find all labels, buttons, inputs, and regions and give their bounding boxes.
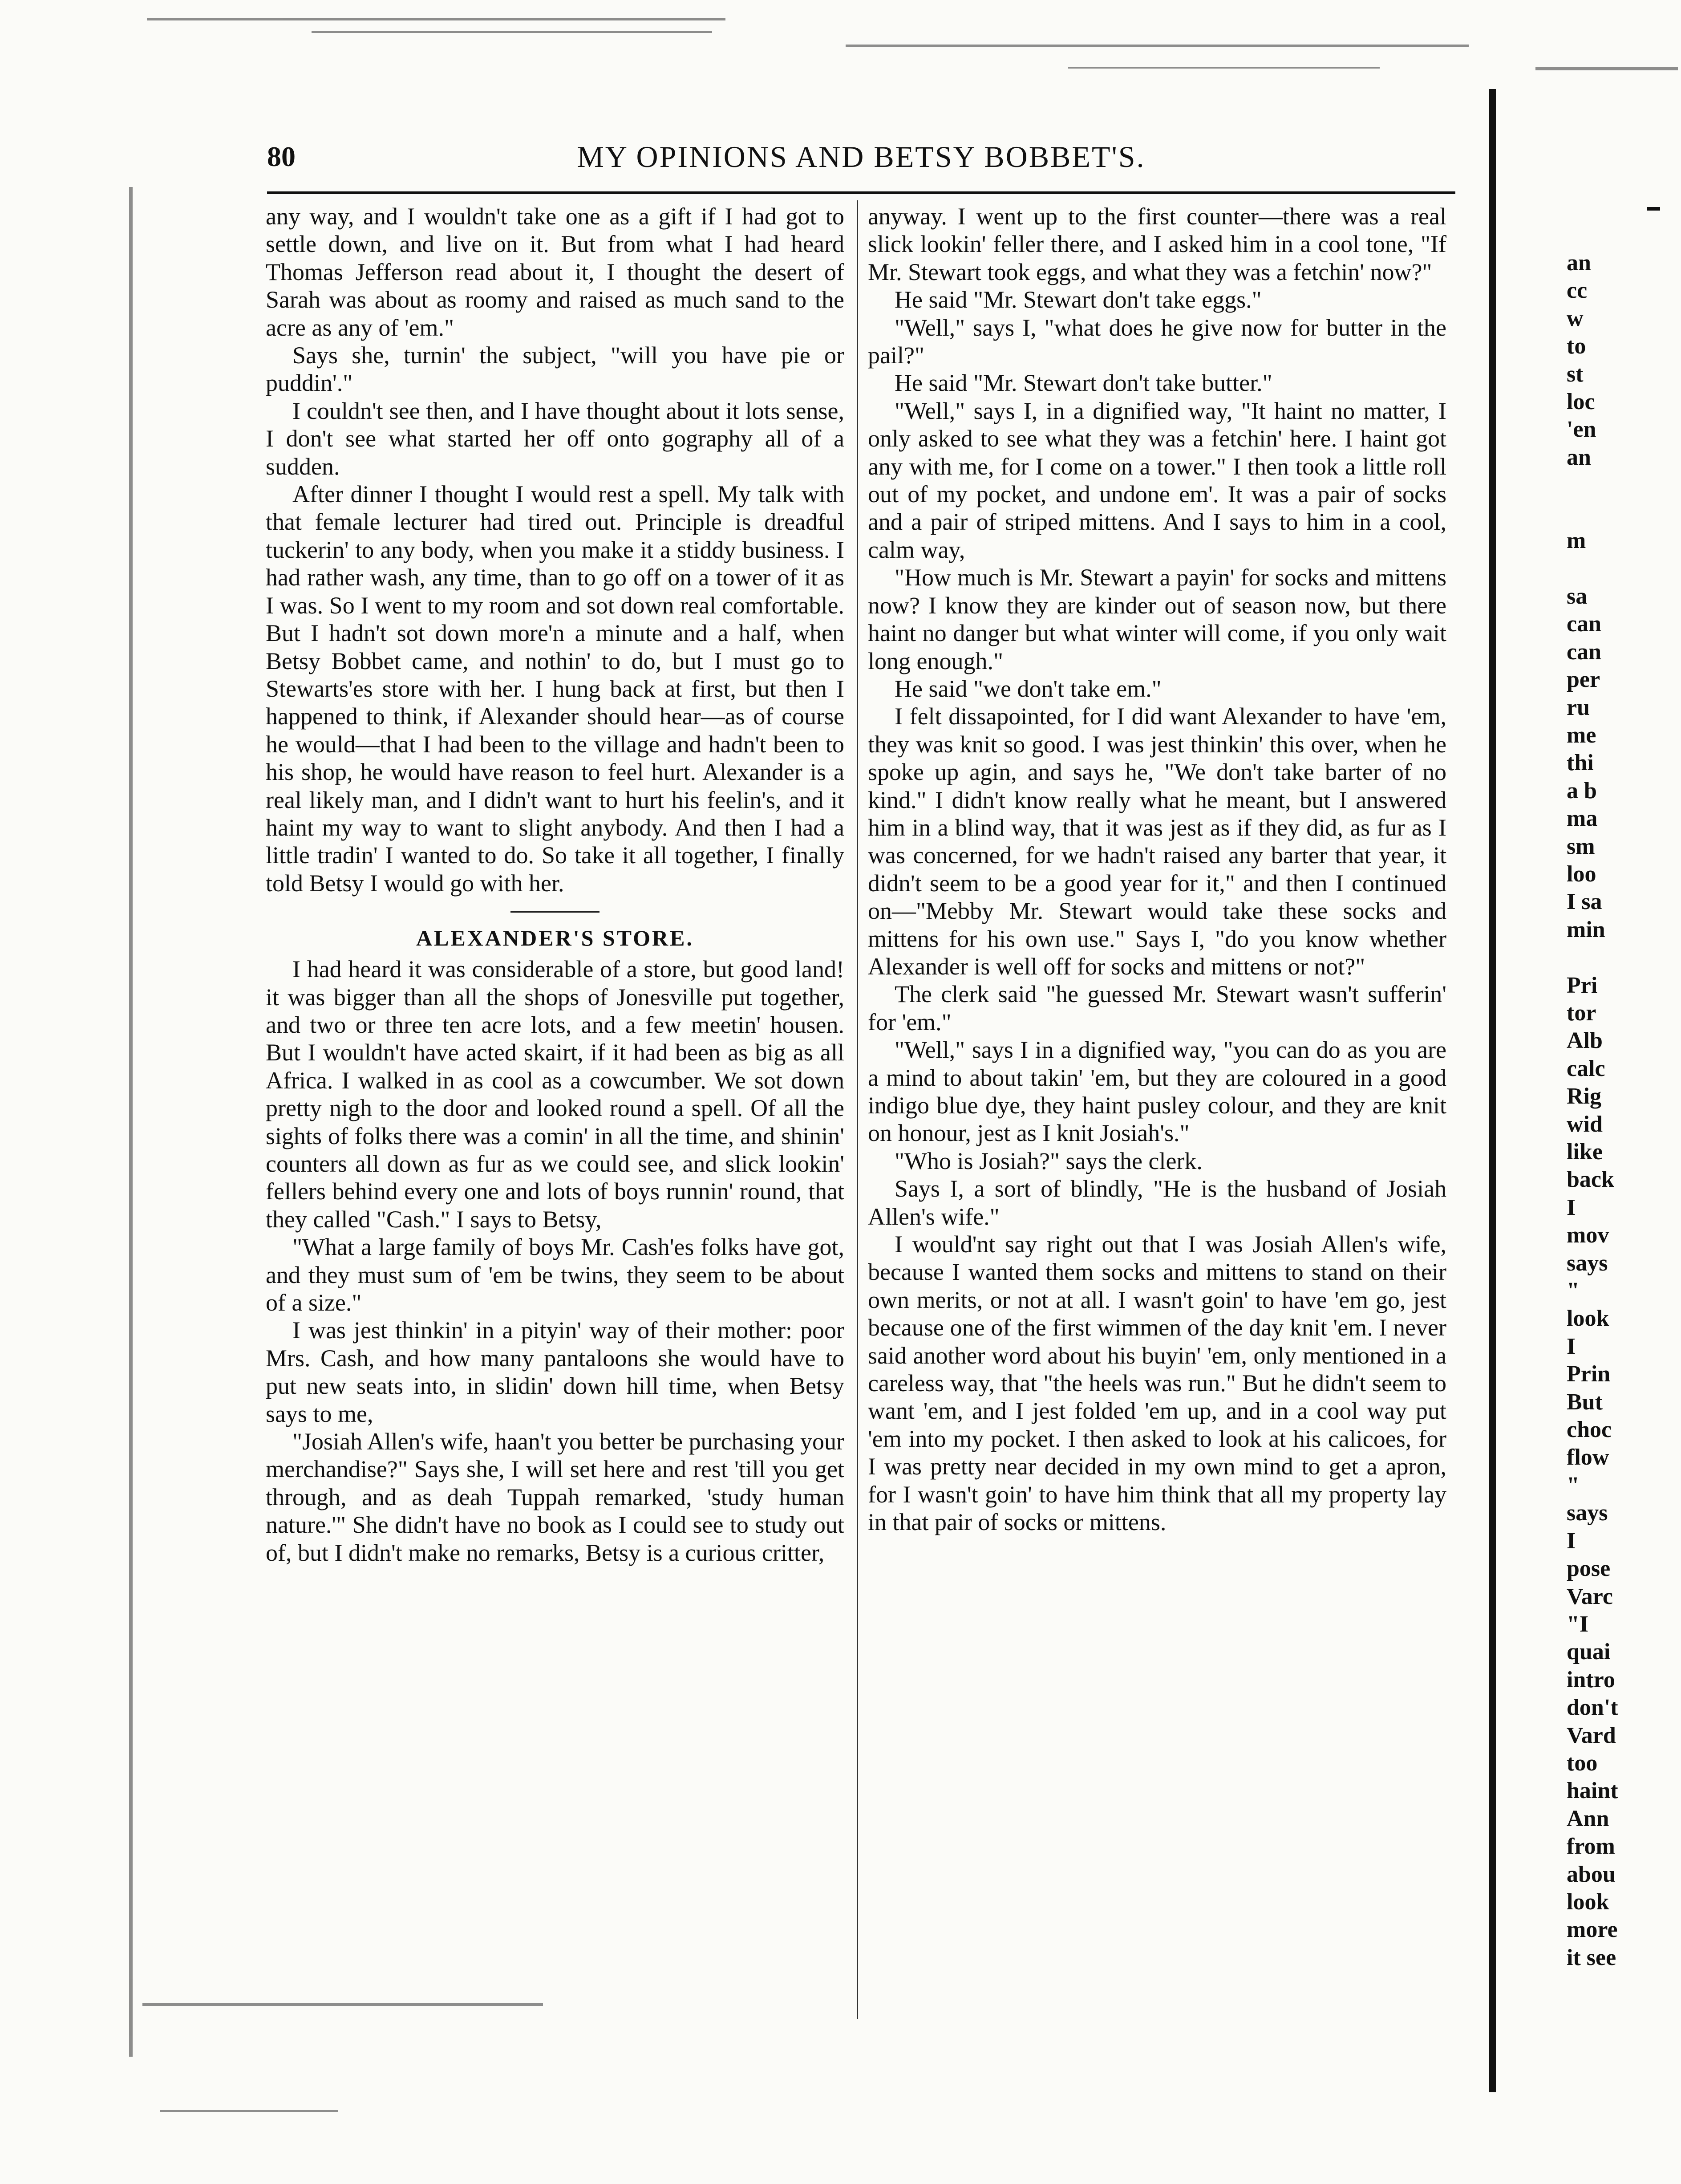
paragraph: He said "Mr. Stewart don't take butter." — [895, 369, 1272, 397]
paragraph: The clerk said "he guessed Mr. Stewart wasn't sufferin' for 'em." — [868, 981, 1446, 1035]
paragraph: I couldn't see then, and I have thought about it lots sense, I don't see what started her off onto gography all of a sudden. — [266, 397, 844, 480]
paragraph: After dinner I thought I would rest a spell. My talk with that female lecturer had tired out. Principle is dreadful tuckerin' to any body, when you make it a stiddy business. I had rather wash, any time, than to go off on a tower of it as I was. So I went to my room and sot down real comfortable. But I hadn't sot down more'n a minute and a half, when Betsy Bobbet came, and nothin' to do, but I must go to Stewarts'es store with her. I hung back at first, but then I happened to think, if Alexander should hear—as of course he would—that I had been to the village and hadn't been to his shop, he would have reason to feel hurt. Alexander is a real likely man, and I didn't want to hurt his feelin's, and it haint my way to want to slight anybody. And then I had a little tradin' I wanted to do. So take it all together, I finally told Betsy I would go with her. — [266, 481, 844, 897]
section-heading: ALEXANDER'S STORE. — [416, 926, 694, 951]
paragraph: any way, and I wouldn't take one as a gift if I had got to settle down, and live on it. But from what I had heard Thomas Jefferson read about it, I thought the desert of Sarah was about as roomy and raised as much sand to the acre as any of 'em." — [266, 203, 844, 341]
paragraph: "Well," says I in a dignified way, "you can do as you are a mind to about takin' 'em, but they are coloured in a good indigo blue dye, they haint pusley colour, and they are knit on honour, jest as I knit Josiah's." — [868, 1036, 1446, 1147]
right-column — [868, 203, 1446, 1536]
running-head — [267, 136, 1455, 185]
paragraph: "Josiah Allen's wife, haan't you better be purchasing your merchandise?" Says she, I will set here and rest 'till you get through, and as deah Tuppah remarked, 'study human nature.'" She didn't have no book as I could see to study out of, but I didn't make no remarks, Betsy is a curious critter, — [266, 1428, 844, 1566]
page-title: MY OPINIONS AND BETSY BOBBET'S. — [577, 140, 1146, 174]
paragraph: anyway. I went up to the first counter—there was a real slick lookin' feller there, and I asked him in a cool tone, "If Mr. Stewart took eggs, and what they was a fetchin' now?" — [868, 203, 1446, 285]
section-divider — [510, 911, 599, 913]
paragraph: "What a large family of boys Mr. Cash'es folks have got, and they must sum of 'em be twins, they seem to be about of a size." — [266, 1234, 844, 1316]
paragraph: He said "we don't take em." — [895, 675, 1162, 702]
left-column — [266, 203, 844, 1567]
paragraph: Says I, a sort of blindly, "He is the husband of Josiah Allen's wife." — [868, 1175, 1446, 1230]
page-number: 80 — [267, 141, 296, 172]
paragraph: He said "Mr. Stewart don't take eggs." — [895, 286, 1262, 313]
paragraph: I would'nt say right out that I was Josiah Allen's wife, because I wanted them socks and mittens to stand on their own merits, or not at all. I wasn't goin' to have 'em go, jest because one of the first wimmen of the day knit 'em. I never said another word about his buyin' 'em, only mentioned in a careless way, that "the heels was run." But he didn't seem to want 'em, and I jest folded 'em up, and in a cool way put 'em into my pocket. I then asked to look at his calicoes, for I was pretty near decided in my own mind to get a apron, for I wasn't goin' to have him think that all my property lay in that pair of socks or mittens. — [868, 1231, 1446, 1536]
facing-page-text: an cc w to st loc 'en an m sa can can per ru me thi a b ma sm loo I sa min Pri tor Alb calc Rig wid like back I mov says " look I Prin But choc flow " says I pose Varc "I quai intro don't Vard too haint Ann from abou look more it see — [1567, 250, 1618, 1970]
paragraph: "How much is Mr. Stewart a payin' for socks and mittens now? I know they are kinder out of season now, but there haint no danger but what winter will come, if you only wait long enough." — [868, 564, 1446, 674]
book-binding-edge — [1489, 89, 1496, 2092]
paragraph: I felt dissapointed, for I did want Alexander to have 'em, they was knit so good. I was jest thinkin' this over, when he spoke up agin, and says he, "We don't take barter of no kind." I didn't know really what he meant, but I answered him in a blind way, that it was jest as if they did, as fur as I was concerned, for we hadn't raised any barter that year, it didn't seem to be a good year for it," and then I continued on—"Mebby Mr. Stewart would take these socks and mittens for his own use." Says I, "do you know whether Alexander is well off for socks and mittens or not?" — [868, 703, 1446, 980]
paragraph: I had heard it was considerable of a store, but good land! it was bigger than all the shops of Jonesville put together, and two or three ten acre lots, and a few meetin' housen. But I wouldn't have acted skairt, if it had been as big as all Africa. I walked in as cool as a cowcumber. We sot down pretty nigh to the door and looked round a spell. Of all the sights of folks there was a comin' in all the time, and shinin' counters all down as fur as we could see, and slick lookin' fellers behind every one and lots of boys runnin' round, that they called "Cash." I says to Betsy, — [266, 956, 844, 1233]
paragraph: "Well," says I, in a dignified way, "It haint no matter, I only asked to see what they was a fetchin' here. I haint got any with me, for I come on a tower." I then took a little roll out of my pocket, and undone em'. It was a pair of socks and a pair of striped mittens. And I says to him in a cool, calm way, — [868, 397, 1446, 563]
paragraph: Says she, turnin' the subject, "will you have pie or puddin'." — [266, 342, 844, 397]
facing-page-mark — [1647, 207, 1660, 211]
paragraph: I was jest thinkin' in a pityin' way of their mother: poor Mrs. Cash, and how many pantaloons she would have to put new seats into, in slidin' down hill time, when Betsy says to me, — [266, 1317, 844, 1427]
column-divider — [857, 200, 858, 2019]
header-rule — [267, 191, 1455, 194]
paragraph: "Well," says I, "what does he give now for butter in the pail?" — [868, 314, 1446, 369]
paragraph: "Who is Josiah?" says the clerk. — [895, 1147, 1203, 1174]
